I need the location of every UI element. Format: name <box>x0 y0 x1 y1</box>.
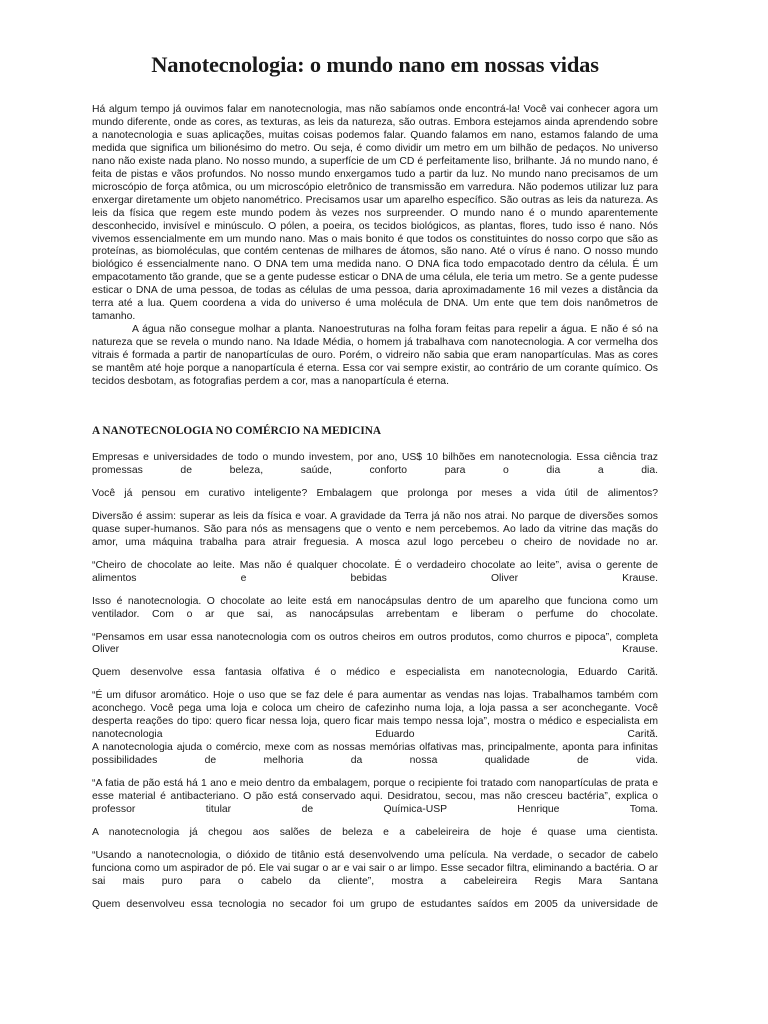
body-paragraph: Você já pensou em curativo inteligente? Embalagem que prolonga por meses a vida útil de alimentos? <box>92 487 658 499</box>
section-heading: A NANOTECNOLOGIA NO COMÉRCIO NA MEDICINA <box>92 424 382 437</box>
document-title: Nanotecnologia: o mundo nano em nossas vidas <box>151 52 599 77</box>
intro-paragraph: A água não consegue molhar a planta. Nanoestruturas na folha foram feitas para repelir a água. E não é só na natureza que se revela o mundo nano. Na Idade Média, o homem já trabalhava com nanotecnologia. A cor vermelha dos vitrais é formada a partir de nanopartículas de ouro. Porém, o vidreiro não sabia que eram nanopartículas. Mas as cores se mantêm até hoje porque a nanopartícula é eterna. Essa cor vai sempre existir, ao contrário de um corante químico. Os tecidos desbotam, as fotografias perdem a cor, mas a nanopartícula é eterna. <box>92 324 658 388</box>
body-paragraph: “A fatia de pão está há 1 ano e meio dentro da embalagem, porque o recipiente foi tratado com nanopartículas de prata e esse material é antibacteriano. O pão está conservado aqui. Desidratou, secou, mas não cresceu bactéria”, explica o professor titular de Química-USP Henrique Toma. <box>92 778 658 815</box>
body-paragraph: Quem desenvolve essa fantasia olfativa é o médico e especialista em nanotecnologia, Eduardo Carită. <box>92 667 658 679</box>
intro-section <box>92 104 658 389</box>
intro-paragraph: Há algum tempo já ouvimos falar em nanotecnologia, mas não sabíamos onde encontrá-la! Você vai conhecer agora um mundo diferente, onde as cores, as texturas, as leis da natureza, são outras. Embora estejamos ainda aprendendo sobre a nanotecnologia e suas aplicações, muitas coisas podemos falar. Quando falamos em nano, estamos falando de uma medida que significa um bilionésimo do metro. Ou seja, é como dividir um metro em um bilhão de pedaços. No universo nano não existe nada plano. No nosso mundo, a superfície de um CD é perfeitamente liso, brilhante. Já no mundo nano, é feita de pistas e vãos profundos. No nosso mundo enxergamos tudo a partir da luz. No mundo nano precisamos de um microscópio de força atômica, ou um microscópio eletrônico de transmissão em varredura. Não podemos utilizar luz para enxergar diretamente um objeto nanométrico. Precisamos usar um aparelho específico. São outras as leis da natureza. As leis da física que regem este mundo podem às vezes nos surpreender. O mundo nano é o mundo aparentemente desconhecido, invisível e minúsculo. O pólen, a poeira, os tecidos biológicos, as plantas, flores, tudo isso é nano. Nós vivemos essencialmente em um mundo nano. Mas o mais bonito é que todos os constituintes do nosso corpo que são as proteínas, as biomoléculas, que contém centenas de milhares de átomos, são nano. Até o vírus é nano. O nosso mundo biológico é essencialmente nano. O DNA tem uma medida nano. O DNA fica todo empacotado dentro da célula. É um empacotamento tão grande, que se a gente pudesse esticar o DNA de uma célula, ele teria um metro. Se a gente pudesse esticar o DNA de uma pessoa, de todas as células de uma pessoa, daria aproximadamente 16 mil vezes a distância da terra até a lua. Quem coordena a vida do universo é uma molécula de DNA. Um ente que tem dois nanômetros de tamanho. <box>92 104 658 323</box>
section-body <box>92 452 658 912</box>
body-paragraph: Diversão é assim: superar as leis da física e voar. A gravidade da Terra já não nos atrai. No parque de diversões somos quase super-humanos. São para nós as mensagens que o vento e nem percebemos. Ao lado da vitrine das maçãs do amor, uma máquina trabalha para atrair freguesia. A mosca azul logo percebeu o cheiro de novidade no ar. <box>92 510 658 548</box>
body-paragraph: Isso é nanotecnologia. O chocolate ao leite está em nanocápsulas dentro de um aparelho que funciona como um ventilador. Com o ar que sai, as nanocápsulas arrebentam e liberam o perfume do chocolate. <box>92 595 658 620</box>
body-paragraph: “Cheiro de chocolate ao leite. Mas não é qualquer chocolate. É o verdadeiro chocolate ao leite”, avisa o gerente de alimentos e bebidas Oliver Krause. <box>92 559 658 584</box>
body-paragraph: A nanotecnologia já chegou aos salões de beleza e a cabeleireira de hoje é quase uma cientista. <box>92 826 658 838</box>
body-paragraph: “Pensamos em usar essa nanotecnologia com os outros cheiros em outros produtos, como churros e pipoca”, completa Oliver Krause. <box>92 631 658 656</box>
body-paragraph: Empresas e universidades de todo o mundo investem, por ano, US$ 10 bilhões em nanotecnologia. Essa ciência traz promessas de beleza, saúde, conforto para o dia a dia. <box>92 451 658 476</box>
document-page <box>92 52 658 922</box>
body-paragraph: Quem desenvolveu essa tecnologia no secador foi um grupo de estudantes saídos em 2005 da universidade de <box>92 898 658 910</box>
body-paragraph: “É um difusor aromático. Hoje o uso que se faz dele é para aumentar as vendas nas lojas. Trabalhamos também com aconchego. Você pega uma loja e coloca um cheiro de cafezinho numa loja, a loja passa a ser aconchegante. Você desperta reações do tipo: quero ficar nessa loja, quero ficar mais tempo nessa loja”, mostra o médico e especialista em nanotecnologia Eduardo Carită. <box>92 690 658 741</box>
body-paragraph: A nanotecnologia ajuda o comércio, mexe com as nossas memórias olfativas mas, principalmente, aponta para infinitas possibilidades de melhoria da nossa qualidade de vida. <box>92 742 658 767</box>
body-paragraph: “Usando a nanotecnologia, o dióxido de titânio está desenvolvendo uma película. Na verdade, o secador de cabelo funciona como um aspirador de pó. Ele vai sugar o ar e vai sair o ar limpo. Esse secador filtra, eliminando a bactéria. O ar sai mais puro para o cabelo da cliente”, mostra a cabeleireira Regis Mara Santana <box>92 849 658 887</box>
